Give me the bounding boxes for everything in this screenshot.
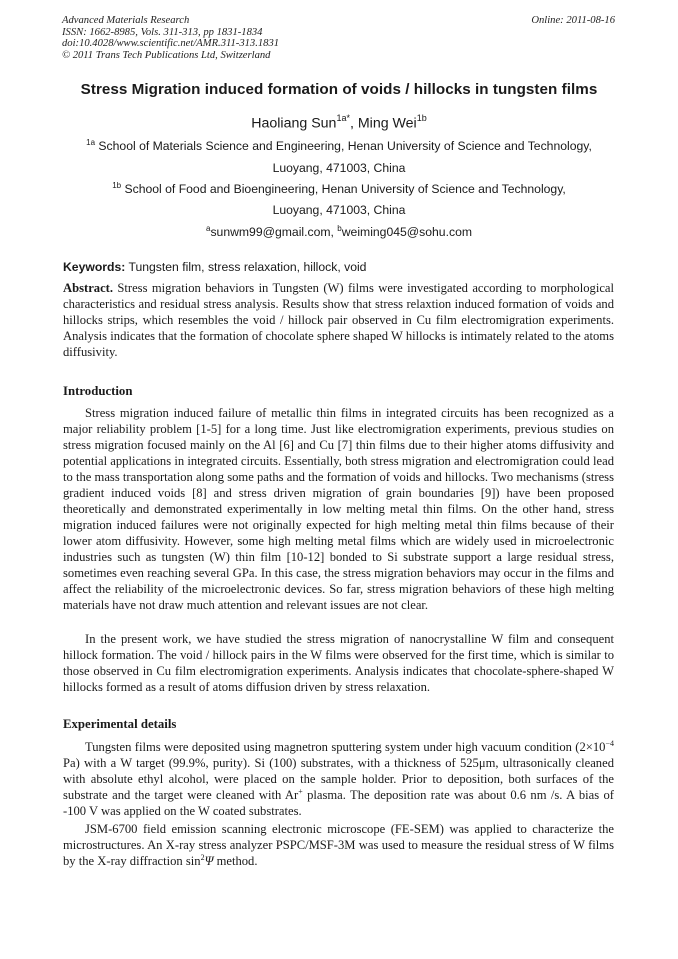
exponent: −4 <box>605 739 614 748</box>
section-heading-introduction: Introduction <box>63 384 133 398</box>
keywords-line <box>63 260 366 274</box>
author-name: Ming Wei <box>357 115 417 132</box>
psi-symbol: Ψ <box>204 854 214 868</box>
affiliation-marker: 1a <box>86 138 96 147</box>
author-superscript: 1b <box>416 113 427 123</box>
affiliation-text: School of Food and Bioengineering, Henan University of Science and Technology, <box>121 182 566 197</box>
affiliation-line: Luoyang, 471003, China <box>272 203 406 217</box>
author-line <box>0 114 678 132</box>
author-superscript: 1a* <box>336 113 350 123</box>
author-separator: , <box>349 115 358 132</box>
author-name: Haoliang Sun <box>251 115 337 132</box>
affiliation-line: Luoyang, 471003, China <box>272 161 406 175</box>
paragraph-text: method. <box>213 854 258 868</box>
section-heading-experimental: Experimental details <box>63 717 177 731</box>
exponent: 2 <box>200 853 205 862</box>
journal-name: Advanced Materials Research <box>62 15 190 26</box>
affiliation-line <box>0 138 678 153</box>
paragraph-text: JSM-6700 field emission scanning electronic microscope (FE-SEM) was applied to characterize the microstructures. An X-ray stress analyzer PSPC/MSF-3M was used to measure the residual stress of W films by the X-ray diffraction sin <box>63 822 614 868</box>
email-address: sunwm99@gmail.com, <box>210 225 338 240</box>
abstract-paragraph <box>63 280 614 360</box>
email-line <box>0 224 678 239</box>
intro-paragraph: Stress migration induced failure of metallic thin films in integrated circuits has been recognized as a major reliability problem [1-5] for a long time. Just like electromigration experiments, previous studies on stress migration focused mainly on the Al [6] and Cu [7] thin films due to their higher atoms diffusivity and potential applications in integrated circuits. Essentially, both stress migration and electromigration could lead to the mass transportation along some paths and the formation of voids and hillocks. Two mechanisms (stress gradient induced voids [8] and stress driven migration of grain boundaries [9]) have been proposed theoretically and demonstrated experimentally in low melting metal thin films. On the other hand, stress migration induced failures were not originally expected for high melting metal thin films because of their lower atom diffusivity. However, some high melting metal films which are widely used in microelectronic industries such as tungsten (W) thin film [10-12] bonded to Si substrate support a large residual stress, sometimes even reaching several GPa. In this case, the stress migration behaviors may occur in the films and affect the reliability of the microelectronic devices. So far, stress migration behaviors of these high melting materials have not draw much attention and relevant issues are not clear. <box>63 406 614 612</box>
issn-line: ISSN: 1662-8985, Vols. 311-313, pp 1831-1834 <box>62 26 263 38</box>
online-date: Online: 2011-08-16 <box>531 15 615 26</box>
doi-line: doi:10.4028/www.scientific.net/AMR.311-313.1831 <box>62 38 280 50</box>
paragraph-text: plasma. The deposition rate was about 0.6 nm /s. A bias of -100 V was applied on the W coated substrates. <box>63 788 614 818</box>
copyright-line: © 2011 Trans Tech Publications Ltd, Switzerland <box>62 49 271 61</box>
affiliation-line <box>0 181 678 196</box>
journal-header <box>62 15 279 61</box>
email-address: weiming045@sohu.com <box>341 225 472 240</box>
affiliation-marker: 1b <box>112 181 122 190</box>
experimental-paragraph <box>63 739 614 819</box>
keywords-label: Keywords: <box>63 260 126 274</box>
paragraph-text: Tungsten films were deposited using magnetron sputtering system under high vacuum condition (2×10 <box>85 740 606 754</box>
email-marker: b <box>337 224 342 233</box>
paper-title: Stress Migration induced formation of voids / hillocks in tungsten films <box>80 81 598 98</box>
paragraph-text: Pa) with a W target (99.9%, purity). Si (100) substrates, with a thickness of 525μm, ultrasonically cleaned with absolute ethyl alcohol, were placed on the sample holder. Prior to deposition, both surfaces of the substrate and the target were cleaned with Ar <box>63 756 614 802</box>
email-marker: a <box>206 224 211 233</box>
ion-charge: + <box>298 787 303 796</box>
intro-paragraph: In the present work, we have studied the stress migration of nanocrystalline W film and consequent hillock formation. The void / hillock pairs in the W films were observed for the first time, which is similar to those observed in Cu film electromigration experiments. Analysis indicates that chocolate-sphere-shaped W hillocks formed as a result of atoms diffusion driven by stress relaxation. <box>63 632 614 694</box>
abstract-label: Abstract. <box>63 281 114 295</box>
abstract-text: Stress migration behaviors in Tungsten (W) films were investigated according to morphological characteristics and residual stress analysis. Results show that stress relaxtion induced formation of voids and hillocks strips, which resembles the void / hillock pair observed in Cu film electromigration experiments. Analysis indicates that the formation of chocolate sphere shaped W hillocks is intimately related to the atoms diffusivity. <box>63 281 614 359</box>
affiliation-text: School of Materials Science and Engineering, Henan University of Science and Technology, <box>95 139 592 154</box>
experimental-paragraph <box>63 821 614 869</box>
keywords-text: Tungsten film, stress relaxation, hillock, void <box>125 260 367 274</box>
